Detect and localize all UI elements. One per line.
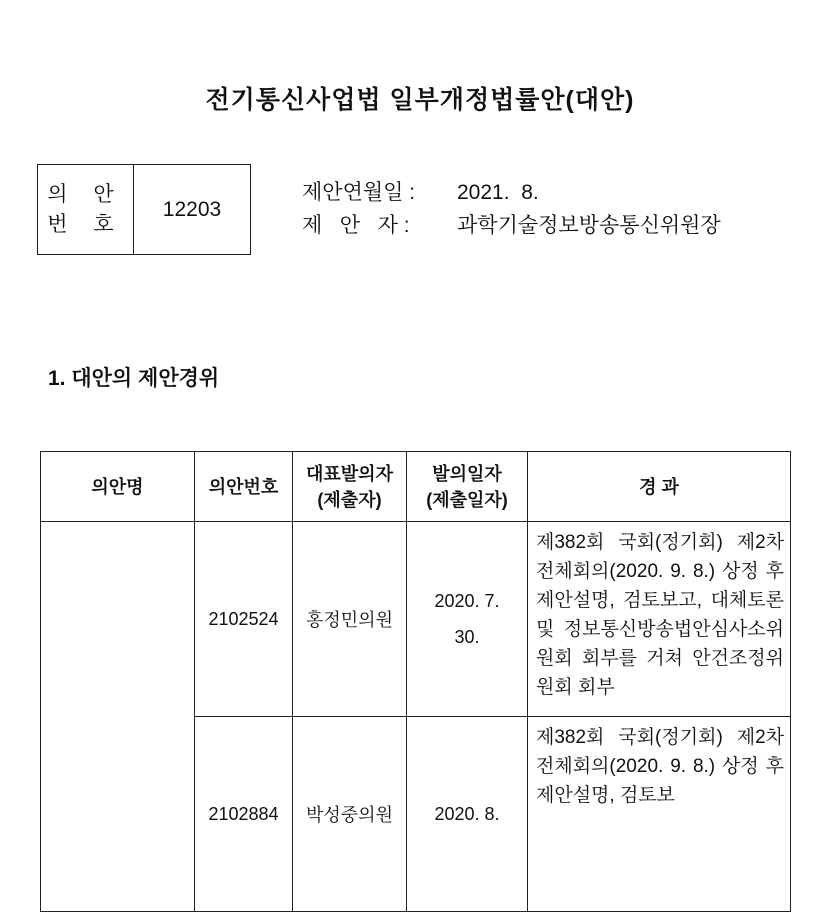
bill-label-line1: 의 안 [47,182,124,206]
date-cell: 2020. 8. [407,717,528,912]
header-bill-no: 의안번호 [195,452,293,522]
section-heading: 1. 대안의 제안경위 [48,367,220,390]
table-row [41,522,791,717]
meta-value: 과학기술정보방송통신위원장 [457,214,721,237]
meta-key: 제안연월일 : [302,181,416,204]
meta-date-row [302,176,721,209]
proposer-cell: 박성중의원 [293,717,407,912]
header-bill-name: 의안명 [41,452,195,522]
result-cell: 제382회 국회(정기회) 제2차 전체회의(2020. 9. 8.) 상정 후 제안설명, 검토보 [528,717,791,912]
bill-number-label [38,165,134,254]
header-date: 발의일자 (제출일자) [407,452,528,522]
bill-no-cell: 2102524 [195,522,293,717]
header-proposer: 대표발의자 (제출자) [293,452,407,522]
table-header-row [41,452,791,522]
bill-label-line2: 번 호 [47,212,124,236]
proposer-cell: 홍정민의원 [293,522,407,717]
bill-name-cell [41,522,195,912]
bill-number-box [37,164,251,255]
header-result: 경 과 [528,452,791,522]
bill-number: 12203 [162,197,222,221]
proposal-history-table [40,451,791,912]
result-cell: 제382회 국회(정기회) 제2차 전체회의(2020. 9. 8.) 상정 후 제안설명, 검토보고, 대체토론 및 정보통신방송법안심사소위원회 회부를 거쳐 안건조정위원회 회부 [528,522,791,717]
date-cell: 2020. 7. 30. [407,522,528,717]
bill-no-cell: 2102884 [195,717,293,912]
meta-proposer-row [302,209,721,242]
proposal-meta [302,176,721,242]
document-title: 전기통신사업법 일부개정법률안(대안) [205,86,635,114]
meta-key: 제 안 자 : [302,214,410,237]
meta-value: 2021. 8. [457,181,539,204]
